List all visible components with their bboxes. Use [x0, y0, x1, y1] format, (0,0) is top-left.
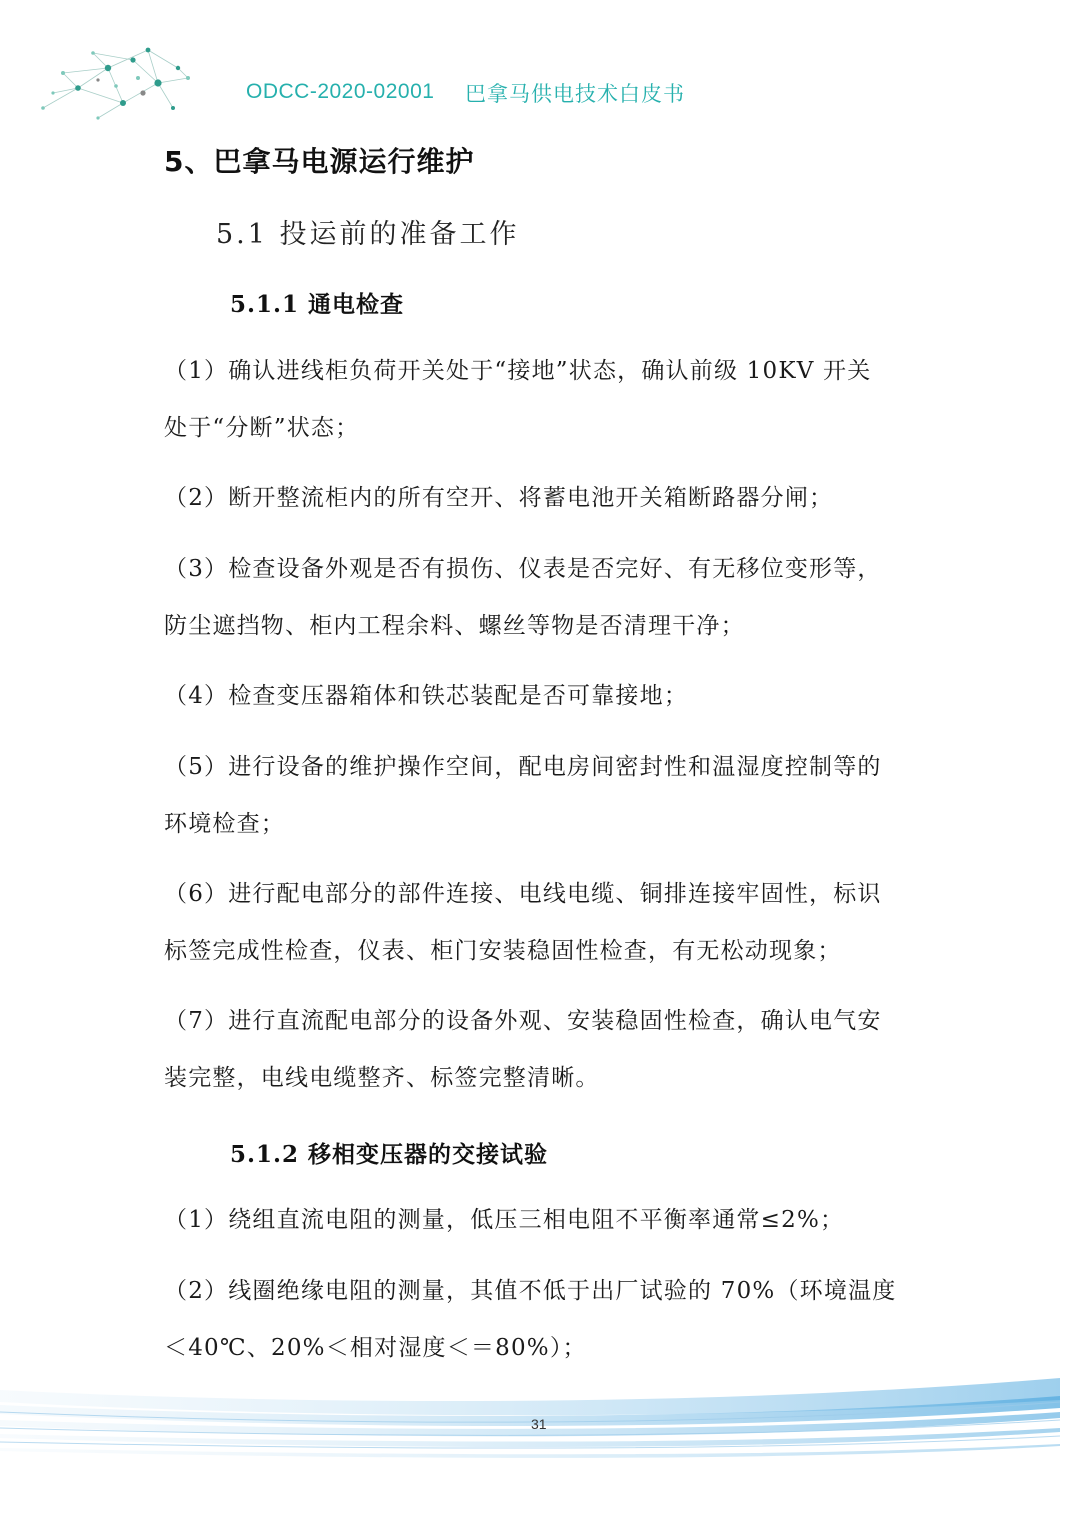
paragraph: （2）断开整流柜内的所有空开、将蓄电池开关箱断路器分闸； — [164, 485, 834, 511]
paragraph: （2）线圈绝缘电阻的测量，其值不低于出厂试验的 70%（环境温度 ＜40℃、20%＜相对湿度＜＝80%）； — [164, 1278, 897, 1361]
paragraph: （1）确认进线柜负荷开关处于“接地”状态，确认前级 10KV 开关 处于“分断”状态； — [164, 358, 872, 441]
paragraph: （5）进行设备的维护操作空间，配电房间密封性和温湿度控制等的 环境检查； — [164, 754, 882, 837]
item-title-transformer-test: 5.1.2 移相变压器的交接试验 — [230, 1141, 549, 1168]
paragraph: （6）进行配电部分的部件连接、电线电缆、铜排连接牢固性，标识 标签完成性检查，仪表、柜门安装稳固性检查，有无松动现象； — [164, 881, 882, 964]
page-number: 31 — [531, 1416, 547, 1432]
section-title: 5、巴拿马电源运行维护 — [164, 145, 475, 178]
paragraph: （1）绕组直流电阻的测量，低压三相电阻不平衡率通常≤2%； — [164, 1207, 845, 1233]
document-code: ODCC-2020-02001 — [246, 80, 435, 103]
document-title: 巴拿马供电技术白皮书 — [465, 82, 685, 106]
paragraph: （4）检查变压器箱体和铁芯装配是否可靠接地； — [164, 683, 689, 709]
network-nodes-icon — [38, 38, 198, 123]
subsection-title: 5.1 投运前的准备工作 — [216, 219, 520, 250]
paragraph: （3）检查设备外观是否有损伤、仪表是否完好、有无移位变形等， 防尘遮挡物、柜内工程余料、螺丝等物是否清理干净； — [164, 556, 882, 639]
footer-wave-decoration — [0, 1360, 1080, 1470]
item-title-power-check: 5.1.1 通电检查 — [230, 291, 405, 318]
paragraph: （7）进行直流配电部分的设备外观、安装稳固性检查，确认电气安 装完整，电线电缆整齐、标签完整清晰。 — [164, 1008, 882, 1091]
